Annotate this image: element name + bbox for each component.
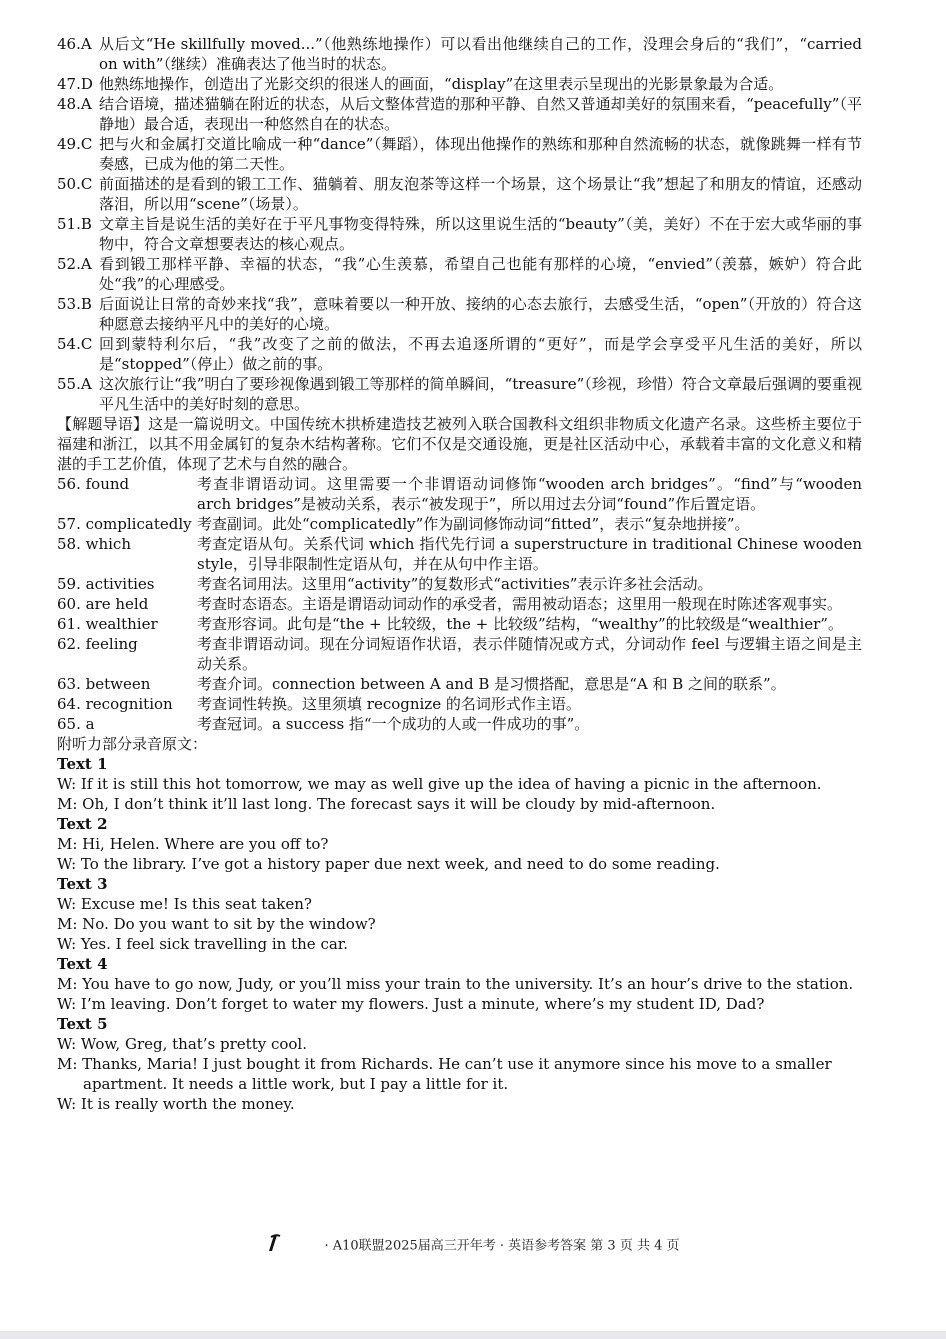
answer-page — [57, 34, 862, 1114]
dialogue-line: M: Hi, Helen. Where are you off to? — [57, 835, 329, 853]
dialogue-line: M: Thanks, Maria! I just bought it from Richards. He can’t use it anymore since his move to a smaller apartment. It needs a little work, but I pay a little for it. — [57, 1055, 832, 1093]
grammar-item — [57, 534, 862, 574]
grammar-item — [57, 594, 862, 614]
grammar-answer: 61. wealthier — [57, 615, 158, 633]
answer-item — [57, 334, 862, 374]
grammar-explanation: 考查冠词。a success 指“一个成功的人或一件成功的事”。 — [197, 715, 590, 733]
grammar-answer: 65. a — [57, 715, 95, 733]
answer-item — [57, 214, 862, 254]
grammar-item — [57, 574, 862, 594]
grammar-item — [57, 714, 862, 734]
grammar-item — [57, 634, 862, 674]
answer-number: 55.A — [57, 375, 92, 393]
answer-explanation: 文章主旨是说生活的美好在于平凡事物变得特殊，所以这里说生活的“beauty”（美，美好）不在于宏大或华丽的事物中，符合文章想要表达的核心观点。 — [99, 215, 862, 253]
grammar-answer: 63. between — [57, 675, 151, 693]
grammar-explanation: 考查非谓语动词。现在分词短语作状语，表示伴随情况或方式，分词动作 feel 与逻辑主语之间是主动关系。 — [197, 635, 862, 673]
dialogue-line: W: Yes. I feel sick travelling in the car. — [57, 935, 349, 953]
grammar-explanation: 考查词性转换。这里须填 recognize 的名词形式作主语。 — [197, 695, 581, 713]
answer-number: 48.A — [57, 95, 92, 113]
answer-number: 46.A — [57, 35, 92, 53]
dialogue-line: M: Oh, I don’t think it’ll last long. The forecast says it will be cloudy by mid-afternoon. — [57, 795, 716, 813]
grammar-item — [57, 614, 862, 634]
answer-explanation: 看到锻工那样平静、幸福的状态，“我”心生羡慕，希望自己也能有那样的心境，“envied”（羡慕，嫉妒）符合此处“我”的心理感受。 — [99, 255, 862, 293]
answer-explanation: 这次旅行让“我”明白了要珍视像遇到锻工等那样的简单瞬间，“treasure”（珍视，珍惜）符合文章最后强调的要重视平凡生活中的美好时刻的意思。 — [99, 375, 862, 413]
grammar-explanation: 考查非谓语动词。这里需要一个非谓语动词修饰“wooden arch bridges”。“find”与“wooden arch bridges”是被动关系，表示“被发现于”，所以用过去分词“found”作后置定语。 — [197, 475, 862, 513]
answer-number: 51.B — [57, 215, 92, 233]
answer-number: 52.A — [57, 255, 92, 273]
answer-item — [57, 34, 862, 74]
answer-item — [57, 374, 862, 414]
grammar-answer: 59. activities — [57, 575, 155, 593]
text-title: Text 1 — [57, 755, 108, 773]
grammar-explanation: 考查介词。connection between A and B 是习惯搭配，意思是“A 和 B 之间的联系”。 — [197, 675, 786, 693]
viewer-bottom-bar — [0, 1331, 946, 1339]
grammar-explanation: 考查时态语态。主语是谓语动词动作的承受者，需用被动语态；这里用一般现在时陈述客观事实。 — [197, 595, 843, 613]
text-title: Text 3 — [57, 875, 108, 893]
grammar-item — [57, 514, 862, 534]
brand-logo — [266, 1233, 318, 1259]
dialogue-line: M: You have to go now, Judy, or you’ll miss your train to the university. It’s an hour’s drive to the station. — [57, 975, 854, 993]
grammar-item — [57, 674, 862, 694]
answer-number: 54.C — [57, 335, 93, 353]
answer-explanation: 回到蒙特利尔后，“我”改变了之前的做法，不再去追逐所谓的“更好”，而是学会享受平凡生活的美好，所以是“stopped”（停止）做之前的事。 — [99, 335, 862, 373]
grammar-explanation: 考查形容词。此句是“the + 比较级，the + 比较级”结构，“wealthy”的比较级是“wealthier”。 — [197, 615, 843, 633]
answer-number: 49.C — [57, 135, 93, 153]
answer-item — [57, 94, 862, 134]
dialogue-line: W: I’m leaving. Don’t forget to water my flowers. Just a minute, where’s my student ID, Dad? — [57, 995, 765, 1013]
listening-transcripts — [57, 754, 862, 1114]
cloze-answers — [57, 34, 862, 414]
answer-explanation: 前面描述的是看到的锻工工作、猫躺着、朋友泡茶等这样一个场景，这个场景让“我”想起了和朋友的情谊，还感动落泪，所以用“scene”（场景）。 — [99, 175, 862, 213]
answer-item — [57, 74, 862, 94]
grammar-answer: 62. feeling — [57, 635, 138, 653]
dialogue-line: W: It is really worth the money. — [57, 1095, 295, 1113]
answer-item — [57, 174, 862, 214]
dialogue-line: W: To the library. I’ve got a history paper due next week, and need to do some reading. — [57, 855, 720, 873]
answer-explanation: 他熟练地操作，创造出了光影交织的很迷人的画面，“display”在这里表示呈现出的光影景象最为合适。 — [99, 75, 784, 93]
answer-explanation: 后面说让日常的奇妙来找“我”，意味着要以一种开放、接纳的心态去旅行，去感受生活，“open”（开放的）符合这种愿意去接纳平凡中的美好的心境。 — [99, 295, 862, 333]
answer-item — [57, 294, 862, 334]
dialogue-line: M: No. Do you want to sit by the window? — [57, 915, 376, 933]
grammar-answer: 57. complicatedly — [57, 515, 192, 533]
listening-heading: 附听力部分录音原文： — [57, 735, 208, 753]
grammar-explanation: 考查定语从句。关系代词 which 指代先行词 a superstructure in traditional Chinese wooden style，引导非限制性定语从句，并在从句中作主语。 — [197, 535, 862, 573]
grammar-explanation: 考查名词用法。这里用“activity”的复数形式“activities”表示许多社会活动。 — [197, 575, 713, 593]
reading-guide: 【解题导语】这是一篇说明文。中国传统木拱桥建造技艺被列入联合国教科文组织非物质文化遗产名录。这些桥主要位于福建和浙江，以其不用金属钉的复杂木结构著称。它们不仅是交通设施，更是社区活动中心，承载着丰富的文化意义和精湛的手工艺价值，体现了艺术与自然的融合。 — [57, 415, 862, 473]
dialogue-line: W: Excuse me! Is this seat taken? — [57, 895, 312, 913]
text-title: Text 4 — [57, 955, 108, 973]
text-title: Text 5 — [57, 1015, 108, 1033]
grammar-answer: 58. which — [57, 535, 131, 553]
answer-number: 50.C — [57, 175, 93, 193]
answer-explanation: 从后文“He skillfully moved...”（他熟练地操作）可以看出他继续自己的工作，没理会身后的“我们”，“carried on with”（继续）准确表达了他当时的状态。 — [99, 35, 862, 73]
page-footer — [0, 1233, 946, 1259]
answer-item — [57, 134, 862, 174]
answer-item — [57, 254, 862, 294]
grammar-answer: 64. recognition — [57, 695, 173, 713]
grammar-answer: 56. found — [57, 475, 130, 493]
grammar-answers — [57, 474, 862, 734]
answer-explanation: 结合语境，描述猫躺在附近的状态，从后文整体营造的那种平静、自然又普通却美好的氛围来看，“peacefully”（平静地）最合适，表现出一种悠然自在的状态。 — [99, 95, 862, 133]
text-title: Text 2 — [57, 815, 108, 833]
grammar-answer: 60. are held — [57, 595, 149, 613]
grammar-item — [57, 474, 862, 514]
footer-text: · A10联盟2025届高三开年考 · 英语参考答案 第 3 页 共 4 页 — [324, 1238, 680, 1254]
answer-number: 47.D — [57, 75, 93, 93]
dialogue-line: W: If it is still this hot tomorrow, we may as well give up the idea of having a picnic in the afternoon. — [57, 775, 822, 793]
answer-number: 53.B — [57, 295, 92, 313]
dialogue-line: W: Wow, Greg, that’s pretty cool. — [57, 1035, 307, 1053]
answer-explanation: 把与火和金属打交道比喻成一种“dance”（舞蹈），体现出他操作的熟练和那种自然流畅的状态，就像跳舞一样有节奏感，已成为他的第二天性。 — [99, 135, 862, 173]
grammar-explanation: 考查副词。此处“complicatedly”作为副词修饰动词“fitted”，表示“复杂地拼接”。 — [197, 515, 750, 533]
grammar-item — [57, 694, 862, 714]
